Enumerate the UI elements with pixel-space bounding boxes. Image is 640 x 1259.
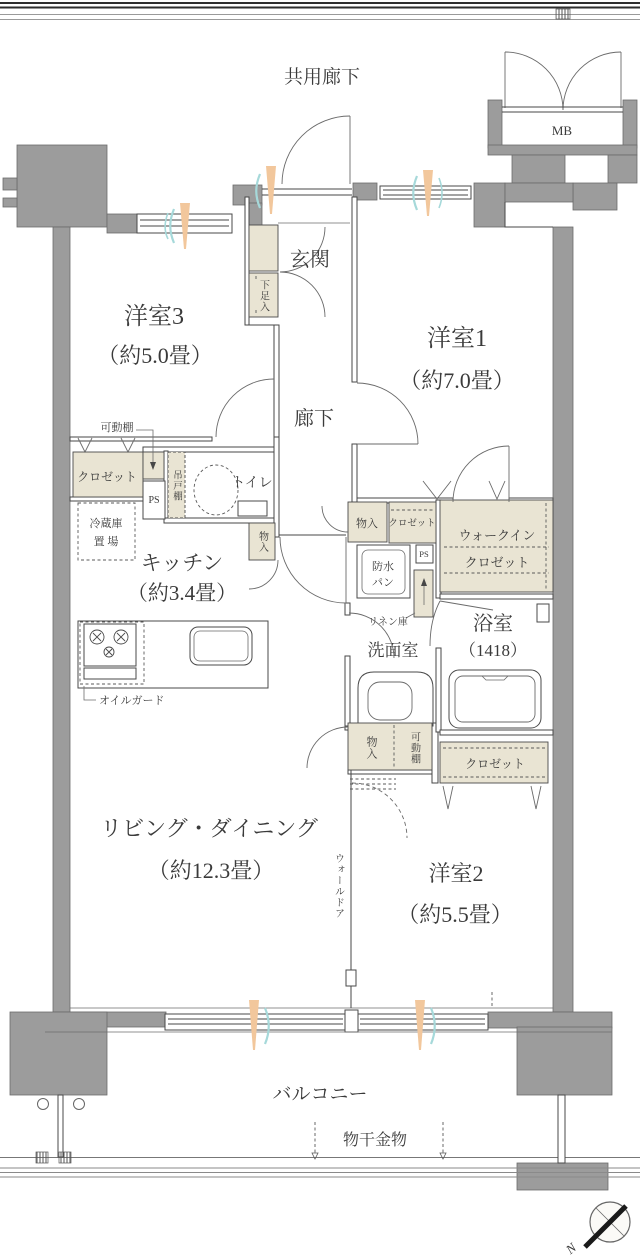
room3-size: （約5.0畳） (97, 343, 213, 368)
lower-shelf-label: 可動棚 (408, 731, 420, 765)
wic-door (453, 446, 509, 502)
balcony-drain (74, 1099, 85, 1110)
linen-label: リネン庫 (368, 617, 408, 628)
lower-storage-door (307, 727, 348, 768)
kitchen-size: （約3.4畳） (126, 581, 238, 605)
ps1-label: PS (148, 495, 160, 506)
room2-name: 洋室2 (428, 861, 484, 886)
shoe-cabinet-label: 下足入 (257, 279, 269, 313)
kitchen-storage-label: 物入 (256, 531, 268, 553)
lower-storage-label: 物入 (365, 736, 377, 760)
room2-closet-label: クロゼット (465, 757, 525, 771)
fridge-space-box (78, 503, 135, 560)
room2-size: （約5.5畳） (397, 902, 513, 927)
fridge-label-1: 冷蔵庫 (89, 518, 123, 530)
center-storage-door (322, 506, 348, 532)
toilet-tank (238, 501, 267, 516)
entrance-door-sill (262, 189, 352, 223)
room1-name: 洋室1 (427, 326, 487, 352)
washroom-label: 洗面室 (367, 641, 419, 660)
sink (190, 627, 252, 665)
closet-door-mark (443, 786, 453, 809)
vanity (358, 672, 433, 726)
bathtub (449, 670, 541, 728)
kitchen-counter (78, 621, 268, 688)
compass (585, 1202, 630, 1247)
mb-label: MB (551, 123, 573, 138)
balcony-drain (38, 1099, 49, 1110)
entrance-label: 玄関 (290, 249, 330, 271)
walk-in-closet (440, 500, 553, 592)
corridor-drain-hatch (556, 9, 570, 19)
center-closet-label: クロゼット (388, 519, 436, 529)
wic-label-2: クロゼット (464, 555, 530, 570)
room3-door-arc (216, 379, 274, 437)
closet-door-mark (531, 786, 541, 809)
ld-door (280, 537, 346, 603)
waterproof-label-2: パン (372, 577, 394, 589)
stove (84, 624, 136, 666)
hanging-cupboard-label: 吊戸棚 (171, 470, 181, 502)
toilet-label: トイレ (231, 476, 273, 491)
center-storage-label: 物入 (356, 518, 378, 530)
oil-guard-label: オイルガード (99, 695, 165, 707)
bath-size: （1418） (459, 641, 527, 660)
kitchen-storage-door (249, 560, 278, 589)
stove-grill (84, 668, 136, 679)
common-corridor-label: 共用廊下 (283, 67, 361, 88)
waterproof-label-1: 防水 (372, 561, 394, 573)
laundry-hardware-label: 物干金物 (342, 1132, 408, 1149)
room1-size: （約7.0畳） (399, 368, 515, 393)
linen-cabinet (414, 570, 433, 617)
kitchen-name: キッチン (140, 551, 224, 575)
closet-door-mark (489, 481, 505, 499)
compass-north-label: N (562, 1239, 580, 1257)
balcony-label: バルコニー (272, 1084, 368, 1105)
room3-name: 洋室3 (124, 304, 184, 330)
wall-door-partition (346, 770, 407, 1008)
balcony-divider-left (58, 1095, 63, 1157)
bath-name: 浴室 (473, 613, 513, 635)
common-corridor-boundary (0, 2, 640, 20)
shoe-cabinet-upper (249, 225, 278, 271)
wall-door-label: ウォールドア (332, 853, 344, 919)
hallway-label: 廊下 (294, 408, 334, 430)
living-size: （約12.3畳） (147, 858, 275, 883)
living-name: リビング・ダイニング (100, 816, 318, 841)
balcony-divider-right (558, 1095, 565, 1163)
wic-label-1: ウォークイン (458, 528, 536, 543)
closet-door-mark (423, 481, 451, 499)
fridge-label-2: 置 場 (93, 536, 119, 548)
room3-closet-label: クロゼット (77, 470, 137, 484)
bath-niche (537, 604, 549, 622)
ps2-label: PS (419, 549, 429, 559)
movable-shelf-label: 可動棚 (100, 422, 134, 434)
